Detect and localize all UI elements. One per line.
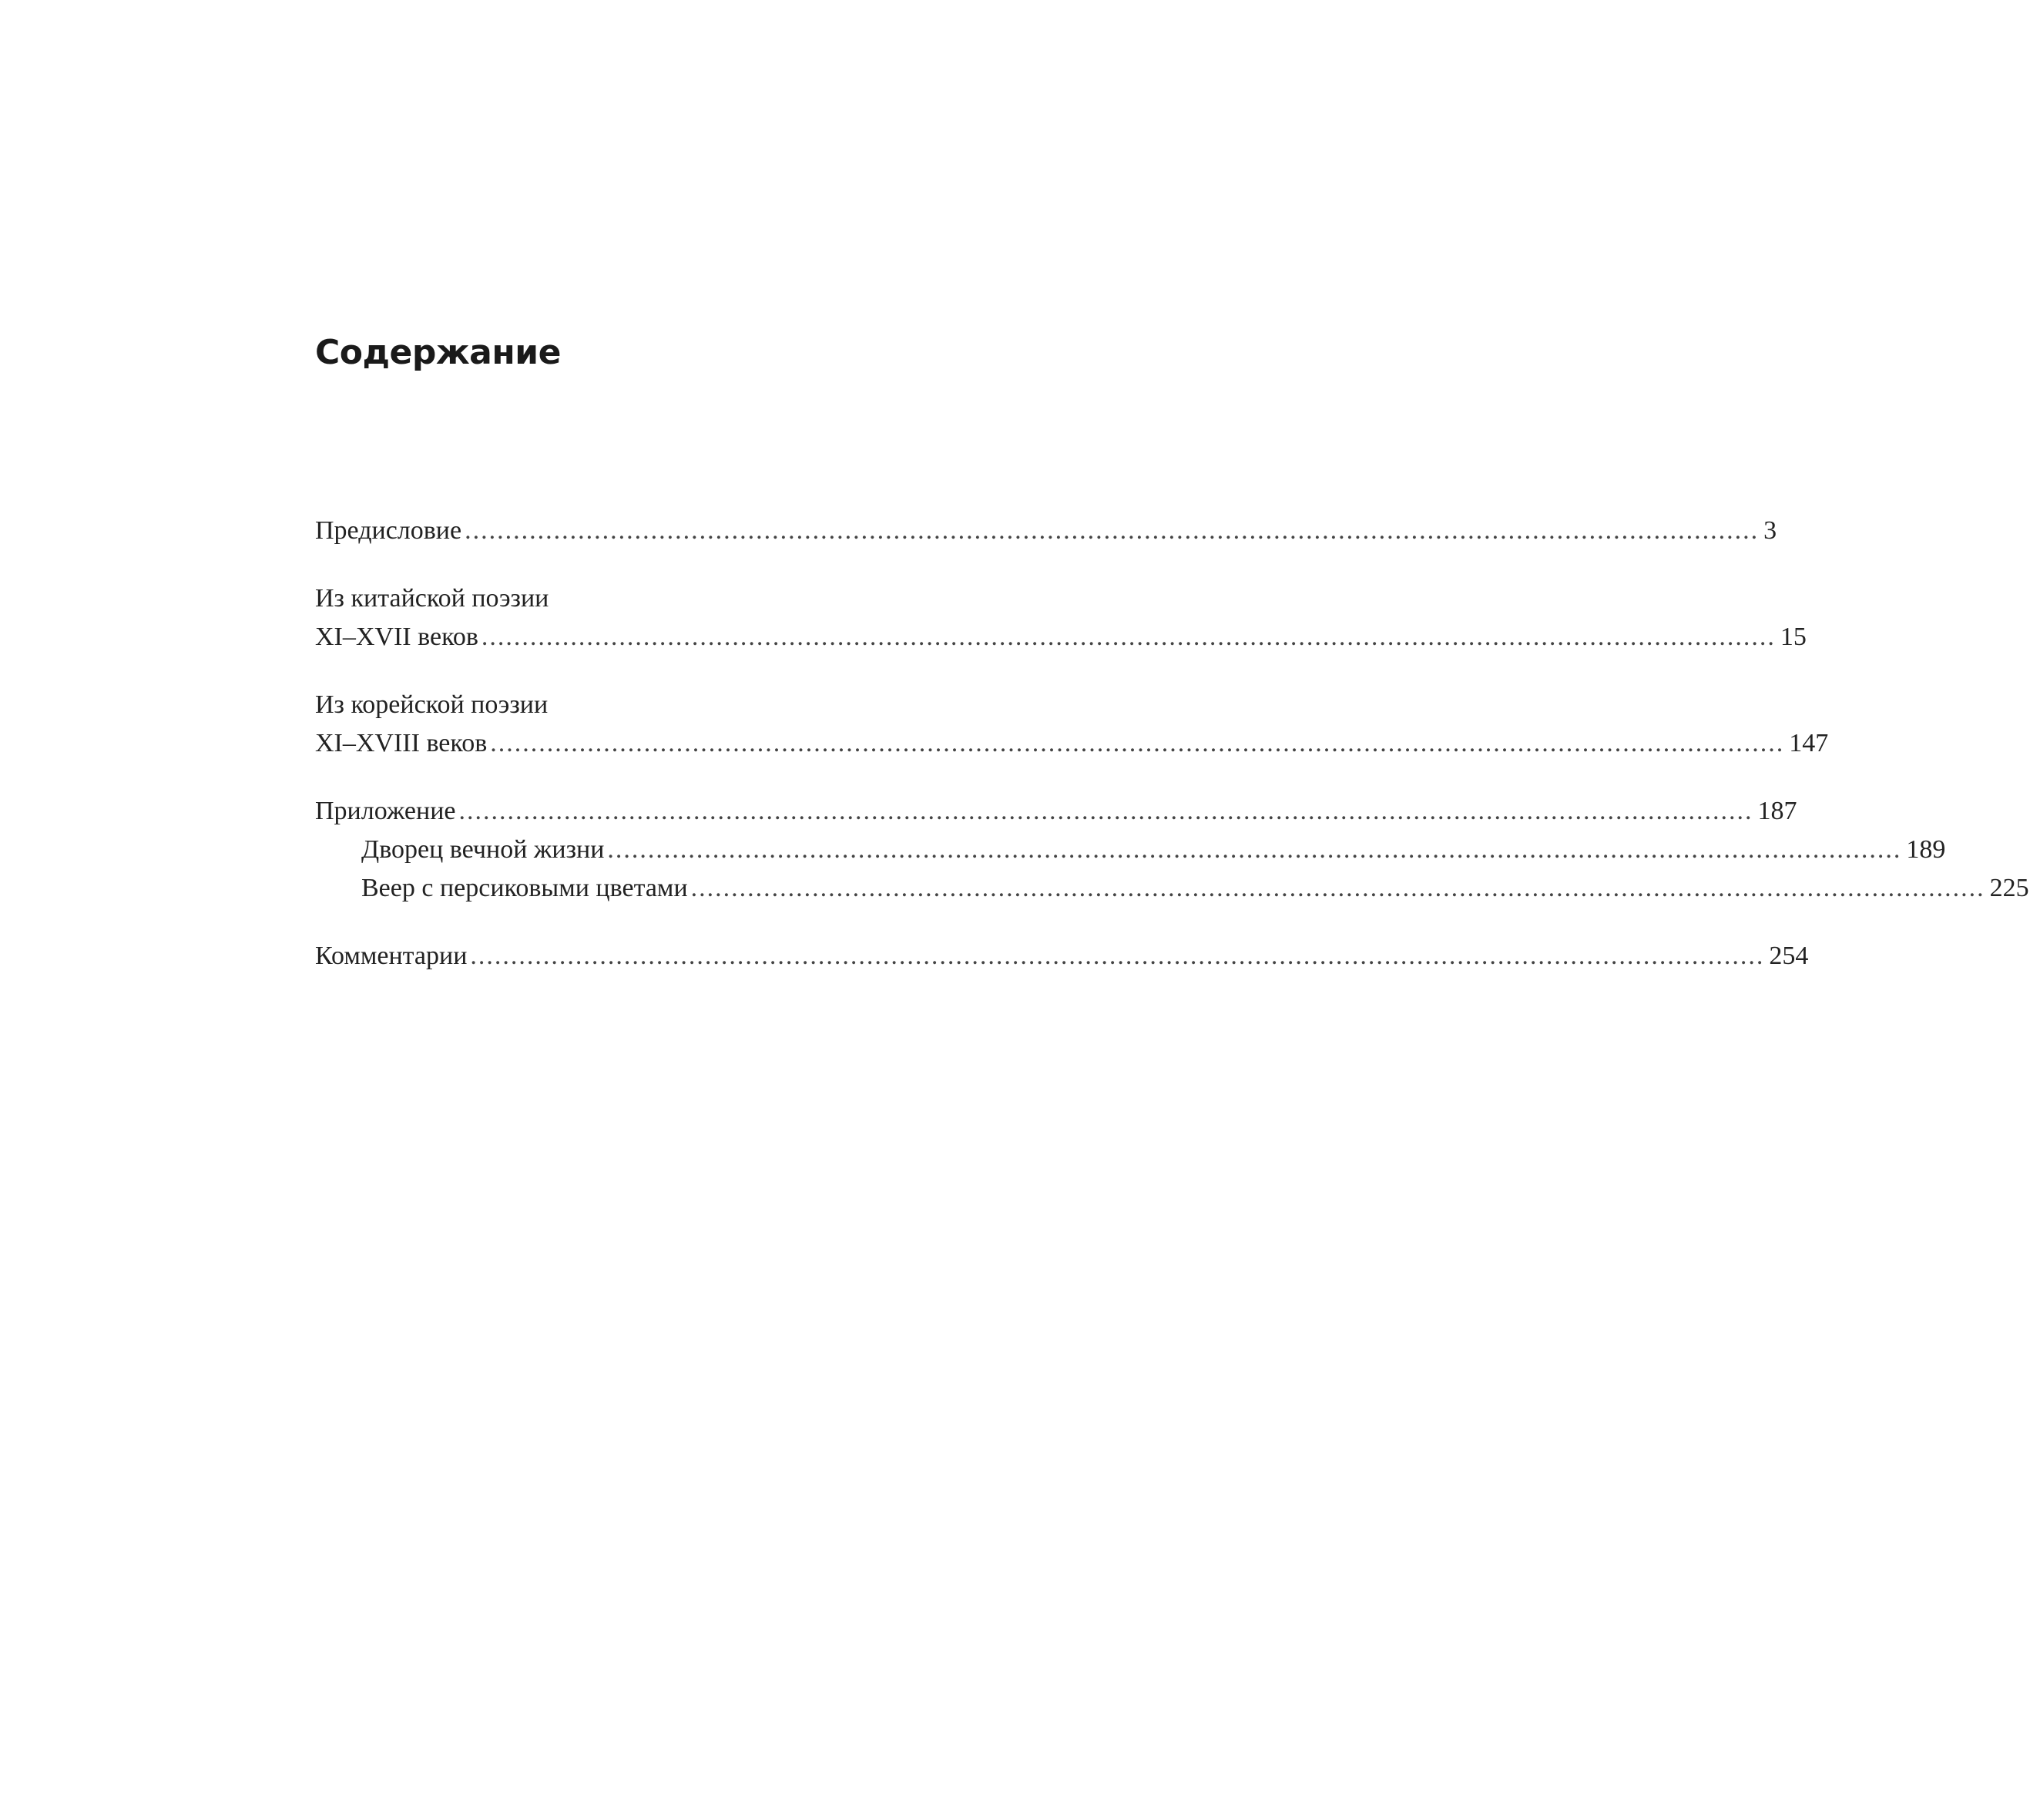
table-of-contents — [315, 512, 2029, 975]
toc-page-number: 189 — [1906, 835, 1946, 864]
leader-dots: ................................................................................................................................................................ — [490, 729, 1785, 757]
toc-entry-commentary — [315, 937, 1809, 975]
toc-entry-title: Из китайской поэзии — [315, 584, 549, 613]
toc-entry-palace — [315, 831, 1946, 869]
toc-page-number: 187 — [1757, 797, 1797, 825]
leader-dots: ................................................................................................................................................................ — [607, 835, 1902, 864]
toc-entry-fan — [315, 869, 2029, 908]
toc-entry-title-continued: XI–XVIII веков — [315, 729, 488, 757]
toc-page-number: 15 — [1780, 623, 1807, 651]
page-title: Содержание — [315, 333, 561, 372]
toc-page-number: 3 — [1763, 516, 1777, 545]
leader-dots: ................................................................................................................................................................ — [481, 623, 1776, 651]
toc-page-number: 147 — [1789, 729, 1829, 757]
leader-dots: ................................................................................................................................................................ — [465, 516, 1760, 545]
toc-entry-title: Дворец вечной жизни — [361, 835, 605, 864]
toc-entry-title: Приложение — [315, 797, 456, 825]
toc-page-number: 254 — [1769, 942, 1809, 970]
toc-entry-title: Комментарии — [315, 942, 468, 970]
toc-entry-title: Предисловие — [315, 516, 462, 545]
leader-dots: ................................................................................................................................................................ — [458, 797, 1753, 825]
toc-entry-title-continued: XI–XVII веков — [315, 623, 478, 651]
toc-entry-title: Веер с персиковыми цветами — [361, 874, 688, 902]
toc-entry-chinese-poetry — [315, 579, 1807, 656]
toc-entry-korean-poetry — [315, 686, 1829, 763]
leader-dots: ................................................................................................................................................................ — [690, 874, 1985, 902]
toc-entry-preface — [315, 512, 1777, 550]
toc-page-number: 225 — [1989, 874, 2029, 902]
leader-dots: ................................................................................................................................................................ — [470, 942, 1765, 970]
toc-entry-title: Из корейской поэзии — [315, 690, 549, 719]
toc-entry-appendix — [315, 792, 1797, 831]
